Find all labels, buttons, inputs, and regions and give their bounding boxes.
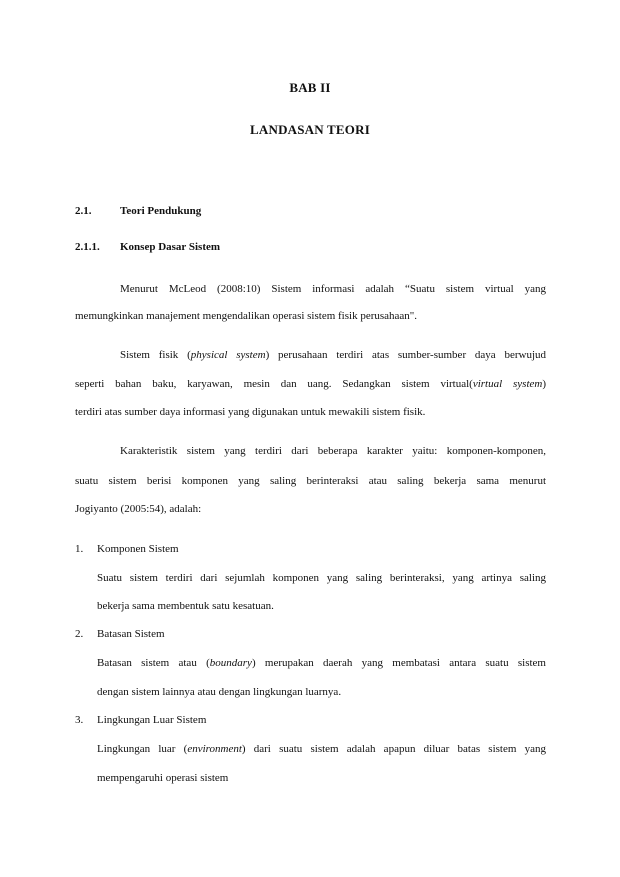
- list-item-1-line-1: Suatu sistem terdiri dari sejumlah komponen yang saling berinteraksi, yang artinya saling: [97, 572, 546, 584]
- list-item-2-title: Batasan Sistem: [97, 628, 165, 640]
- paragraph-2-line-3: terdiri atas sumber daya informasi yang digunakan untuk mewakili sistem fisik.: [75, 406, 426, 418]
- paragraph-3-line-1: Karakteristik sistem yang terdiri dari beberapa karakter yaitu: komponen-komponen,: [120, 445, 546, 457]
- section-title: Teori Pendukung: [120, 205, 202, 217]
- list-item-3-title: Lingkungan Luar Sistem: [97, 714, 207, 726]
- list-item-3-number: 3.: [75, 714, 84, 726]
- paragraph-2-line-2: seperti bahan baku, karyawan, mesin dan uang. Sedangkan sistem virtual(virtual system): [75, 378, 546, 390]
- list-item-3-line-1: Lingkungan luar (environment) dari suatu sistem adalah apapun diluar batas sistem yang: [97, 743, 546, 755]
- list-item-1-number: 1.: [75, 543, 84, 555]
- list-item-1-line-2: bekerja sama membentuk satu kesatuan.: [97, 600, 274, 612]
- paragraph-3-line-2: suatu sistem berisi komponen yang saling berinteraksi atau saling bekerja sama menurut: [75, 475, 546, 487]
- paragraph-2-line-1: Sistem fisik (physical system) perusahaan terdiri atas sumber-sumber daya berwujud: [120, 349, 547, 361]
- chapter-number: BAB II: [289, 80, 331, 95]
- paragraph-3-line-3: Jogiyanto (2005:54), adalah:: [75, 503, 202, 515]
- subsection-number: 2.1.1.: [75, 241, 100, 253]
- list-item-2-line-1: Batasan sistem atau (boundary) merupakan daerah yang membatasi antara suatu sistem: [97, 657, 546, 669]
- list-item-2-line-2: dengan sistem lainnya atau dengan lingkungan luarnya.: [97, 686, 342, 698]
- subsection-title: Konsep Dasar Sistem: [120, 241, 221, 253]
- paragraph-1-line-1: Menurut McLeod (2008:10) Sistem informasi adalah “Suatu sistem virtual yang: [120, 283, 546, 295]
- section-number: 2.1.: [75, 205, 92, 217]
- chapter-title: LANDASAN TEORI: [250, 122, 370, 137]
- list-item-1-title: Komponen Sistem: [97, 543, 179, 555]
- list-item-3-line-2: mempengaruhi operasi sistem: [97, 772, 229, 784]
- list-item-2-number: 2.: [75, 628, 84, 640]
- paragraph-1-line-2: memungkinkan manajement mengendalikan operasi sistem fisik perusahaan".: [75, 310, 418, 322]
